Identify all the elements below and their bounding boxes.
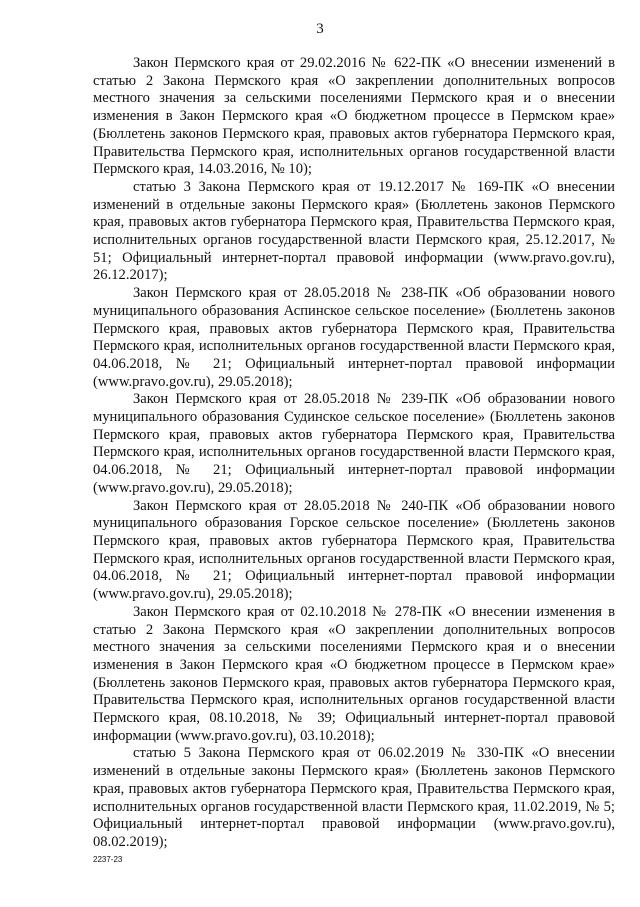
paragraph-law-240: Закон Пермского края от 28.05.2018 № 240-ПК «Об образовании нового муниципального образования Горское сельское поселение» (Бюллетень законов Пермского края, правовых актов губернатора Пермского края, Правительства Пермского края, исполнительных органов государственной власти Пермского края, 04.06.2018, № 21; Официальный интернет-портал правовой информации (www.pravo.gov.ru), 29.05.2018);: [93, 497, 615, 603]
paragraph-law-330: статью 5 Закона Пермского края от 06.02.2019 № 330-ПК «О внесении изменений в отдельные законы Пермского края» (Бюллетень законов Пермского края, правовых актов губернатора Пермского края, Правительства Пермского края, исполнительных органов государственной власти Пермского края, 11.02.2019, № 5; Официальный интернет-портал правовой информации (www.pravo.gov.ru), 08.02.2019);: [93, 745, 615, 850]
paragraph-law-169: статью 3 Закона Пермского края от 19.12.2017 № 169-ПК «О внесении изменений в отдельные законы Пермского края» (Бюллетень законов Пермского края, правовых актов губернатора Пермского края, Правительства Пермского края, исполнительных органов государственной власти Пермского края, 25.12.2017, № 51; Официальный интернет-портал правовой информации (www.pravo.gov.ru), 26.12.2017);: [93, 178, 615, 284]
footer-document-code: 2237-23: [93, 855, 123, 864]
page-number: 3: [316, 21, 324, 37]
paragraph-law-238: Закон Пермского края от 28.05.2018 № 238-ПК «Об образовании нового муниципального образования Аспинское сельское поселение» (Бюллетень законов Пермского края, правовых актов губернатора Пермского края, Правительства Пермского края, исполнительных органов государственной власти Пермского края, 04.06.2018, № 21; Официальный интернет-портал правовой информации (www.pravo.gov.ru), 29.05.2018);: [93, 285, 615, 390]
document-body: [93, 55, 615, 852]
paragraph-law-239: Закон Пермского края от 28.05.2018 № 239-ПК «Об образовании нового муниципального образования Судинское сельское поселение» (Бюллетень законов Пермского края, правовых актов губернатора Пермского края, Правительства Пермского края, исполнительных органов государственной власти Пермского края, 04.06.2018, № 21; Официальный интернет-портал правовой информации (www.pravo.gov.ru), 29.05.2018);: [93, 391, 615, 496]
paragraph-law-622: Закон Пермского края от 29.02.2016 № 622-ПК «О внесении изменений в статью 2 Закона Пермского края «О закреплении дополнительных вопросов местного значения за сельскими поселениями Пермского края и о внесении изменения в Закон Пермского края «О бюджетном процессе в Пермском крае» (Бюллетень законов Пермского края, правовых актов губернатора Пермского края, Правительства Пермского края, исполнительных органов государственной власти Пермского края, 14.03.2016, № 10);: [93, 55, 615, 178]
paragraph-law-278: Закон Пермского края от 02.10.2018 № 278-ПК «О внесении изменения в статью 2 Закона Пермского края «О закреплении дополнительных вопросов местного значения за сельскими поселениями Пермского края и о внесении изменения в Закон Пермского края «О бюджетном процессе в Пермском крае» (Бюллетень законов Пермского края, правовых актов губернатора Пермского края, Правительства Пермского края, исполнительных органов государственной власти Пермского края, 08.10.2018, № 39; Официальный интернет-портал правовой информации (www.pravo.gov.ru), 03.10.2018);: [93, 603, 615, 744]
